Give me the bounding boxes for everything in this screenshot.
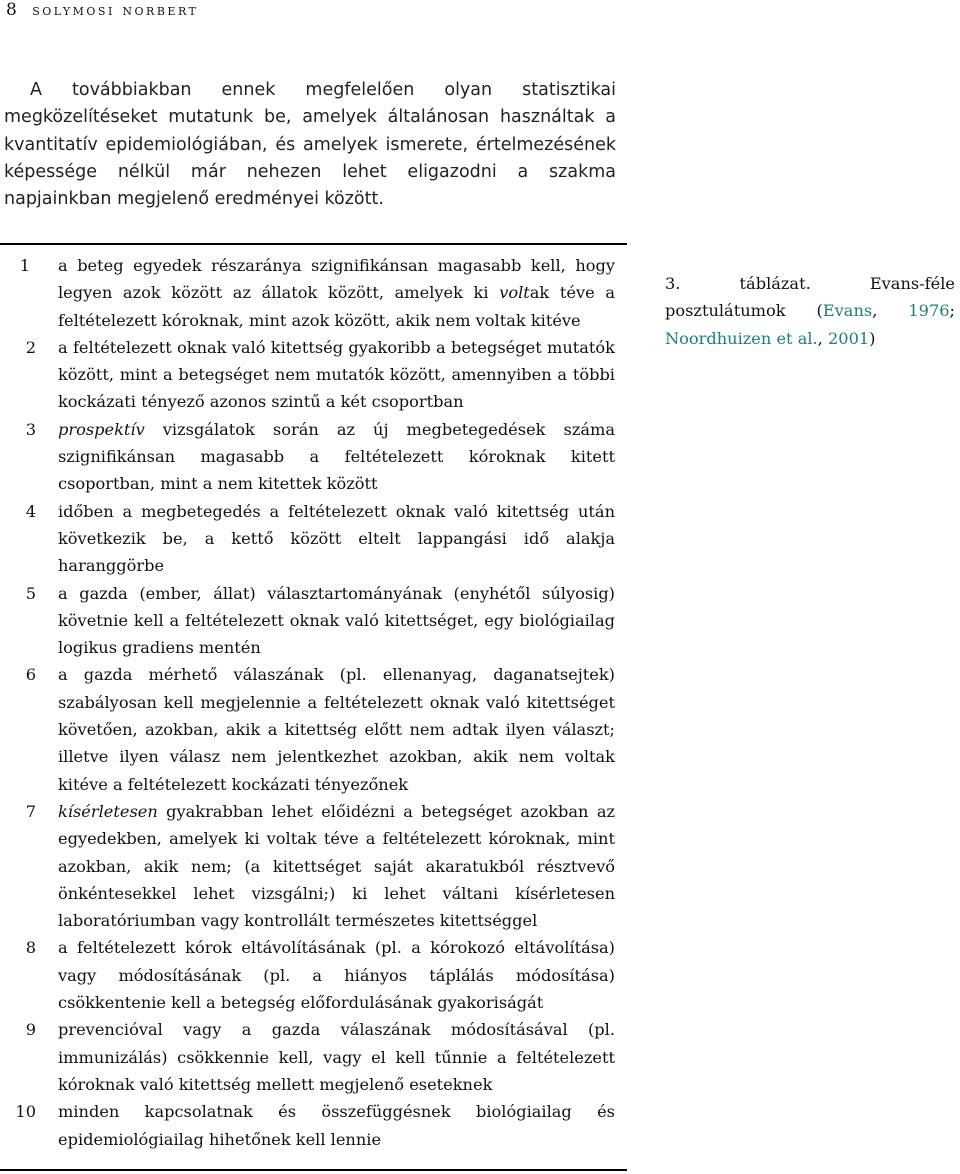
item-text: ak téve a feltételezett kóroknak, mint azok között, akik nem voltak kitéve — [58, 283, 615, 330]
item-italic: prospektív — [58, 419, 145, 439]
list-item — [0, 498, 627, 580]
running-header — [6, 0, 198, 20]
citation-link-noordhuizen[interactable]: Noordhuizen et al. — [665, 328, 818, 348]
item-text: prevencióval vagy a gazda válaszának módosításával (pl. immunizálás) csökkennie kell, vagy el kell tűnnie a feltételezett kóroknak való kitettség mellett megjelenő eseteknek — [58, 1020, 615, 1094]
item-number: 1 — [19, 256, 30, 275]
item-text: a feltételezett oknak való kitettség gyakoribb a betegséget mutatók között, mint a betegséget nem mutatók között, amennyiben a többi kockázati tényező azonos szintű a két csoportban — [58, 337, 615, 412]
table-bottom-rule — [0, 1169, 627, 1171]
item-number: 3 — [25, 419, 36, 439]
caption-text: Evans-féle posztulátumok ( — [665, 274, 955, 321]
item-number: 6 — [25, 665, 36, 685]
item-italic: kísérletesen — [58, 801, 158, 821]
caption-sep: ; — [949, 301, 956, 321]
table-top-rule — [0, 243, 627, 245]
list-item — [0, 416, 627, 498]
page-number: 8 — [6, 0, 17, 20]
list-item — [0, 661, 627, 797]
list-item — [0, 334, 627, 416]
item-number: 7 — [25, 801, 36, 821]
item-text: a gazda (ember, állat) választartományának (enyhétől súlyosig) követnie kell a feltételezett oknak való kitettséget, egy biológiailag logikus gradiens mentén — [58, 583, 615, 658]
postulates-list — [0, 252, 627, 1153]
item-text: vizsgálatok során az új megbetegedések száma szignifikánsan magasabb a feltételezett kóroknak kitett csoportban, mint a nem kitettek között — [58, 419, 615, 494]
list-item — [0, 798, 627, 934]
citation-year-noordhuizen[interactable]: 2001 — [827, 328, 870, 348]
item-number: 5 — [25, 583, 36, 603]
caption-sep: , — [872, 301, 909, 321]
item-italic: volt — [499, 283, 530, 303]
item-text: a beteg egyedek részaránya szignifikánsan magasabb kell, hogy legyen azok között az állatok között, amelyek ki — [58, 256, 615, 303]
list-item — [0, 580, 627, 662]
item-text: időben a megbetegedés a feltételezett oknak való kitettség után következik be, a kettő között eltelt lappangási idő alakja haranggörbe — [58, 501, 615, 576]
citation-year-evans[interactable]: 1976 — [908, 301, 950, 321]
item-number: 2 — [25, 337, 36, 357]
item-text: a feltételezett kórok eltávolításának (pl. a kórokozó eltávolítása) vagy módosításának (pl. a hiányos táplálás módosítása) csökkentenie kell a betegség előfordulásának gyakoriságát — [58, 938, 615, 1013]
item-number: 8 — [25, 938, 36, 958]
table-caption — [665, 270, 955, 352]
intro-text: A továbbiakban ennek megfelelően olyan statisztikai megközelítéseket mutatunk be, amelyek általánosan használtak a kvantitatív epidemiológiában, és amelyek ismerete, értelmezésének képessége nélkül már nehezen lehet eligazodni a szakma napjainkban megjelenő eredményei között. — [4, 80, 616, 210]
item-text: minden kapcsolatnak és összefüggésnek biológiailag és epidemiológiailag hihetőnek kell lennie — [58, 1102, 615, 1149]
list-item — [0, 934, 627, 1016]
list-item — [0, 1098, 627, 1153]
item-number: 10 — [15, 1102, 36, 1122]
caption-sep: , — [817, 328, 828, 348]
item-number: 9 — [25, 1020, 36, 1040]
caption-close: ) — [869, 328, 876, 348]
list-item — [0, 1016, 627, 1098]
caption-label: 3. táblázat. — [665, 274, 811, 293]
intro-paragraph — [4, 77, 616, 213]
item-text: gyakrabban lehet előidézni a betegséget azokban az egyedekben, amelyek ki voltak téve a feltételezett kóroknak, mint azokban, akik nem; (a kitettséget saját akaratukból résztvevő önkéntesekkel lehet vizsgálni;) ki lehet váltani kísérletesen laboratóriumban vagy kontrollált természetes kitettséggel — [58, 801, 615, 931]
running-author: solymosi norbert — [32, 0, 199, 19]
list-item — [0, 252, 627, 334]
item-number: 4 — [25, 501, 36, 521]
item-text: a gazda mérhető válaszának (pl. ellenanyag, daganatsejtek) szabályosan kell megjelennie a feltételezett oknak való kitettséget követően, azokban, akik a kitettség előtt nem adtak ilyen választ; illetve ilyen válasz nem jelentkezhet azokban, akik nem voltak kitéve a feltételezett kockázati tényezőnek — [58, 665, 615, 794]
citation-link-evans[interactable]: Evans — [822, 301, 873, 321]
